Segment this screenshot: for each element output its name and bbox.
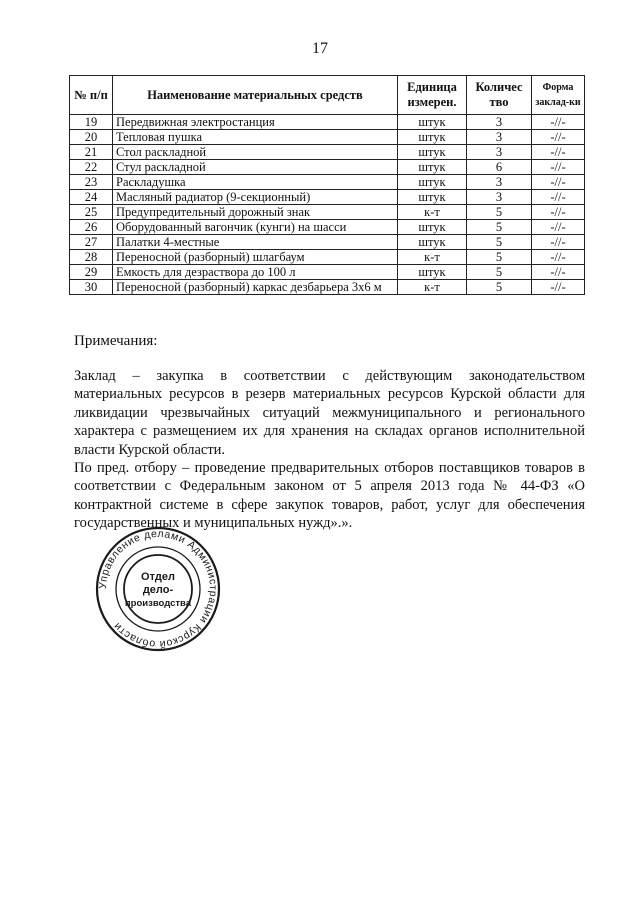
cell-number: 26 [70,220,113,235]
cell-number: 25 [70,205,113,220]
cell-name: Палатки 4-местные [113,235,398,250]
cell-quantity: 5 [467,220,532,235]
materials-table [69,75,585,295]
cell-quantity: 3 [467,145,532,160]
cell-form: -//- [532,175,585,190]
cell-number: 30 [70,280,113,295]
cell-quantity: 5 [467,205,532,220]
cell-quantity: 3 [467,130,532,145]
header-name: Наименование материальных средств [113,76,398,115]
cell-name: Переносной (разборный) каркас дезбарьера 3х6 м [113,280,398,295]
cell-unit: к-т [398,280,467,295]
cell-number: 20 [70,130,113,145]
stamp-center-line2: дело- [142,584,174,596]
note-paragraph-zaklad: Заклад – закупка в соответствии с действующим законодательством материальных ресурсов в резерв материальных ресурсов Курской области для ликвидации чрезвычайных ситуаций межмуниципального и регионального характера с размещением их для хранения на складах органов исполнительной власти Курской области. [74,368,585,458]
table-row [70,130,585,145]
table-row [70,250,585,265]
cell-quantity: 5 [467,280,532,295]
cell-unit: штук [398,220,467,235]
cell-name: Стол раскладной [113,145,398,160]
header-number: № п/п [70,76,113,115]
cell-name: Передвижная электростанция [113,115,398,130]
cell-quantity: 3 [467,190,532,205]
stamp-center-line1: Отдел [141,571,175,583]
cell-quantity: 3 [467,115,532,130]
header-unit: Единица измерен. [398,76,467,115]
note-paragraph-preselection: По пред. отбору – проведение предварительных отборов поставщиков товаров в соответствии с Федеральным законом от 5 апреля 2013 года № 44-ФЗ «О контрактной системе в сфере закупок товаров, работ, услуг для обеспечения государственных и муниципальных нужд».». [74,460,585,532]
cell-unit: штук [398,235,467,250]
cell-name: Предупредительный дорожный знак [113,205,398,220]
cell-unit: штук [398,175,467,190]
table-row [70,190,585,205]
cell-form: -//- [532,115,585,130]
office-stamp [94,525,222,653]
notes-body [74,367,585,533]
table-row [70,265,585,280]
cell-number: 29 [70,265,113,280]
stamp-center-line3: производства [124,598,192,609]
cell-name: Тепловая пушка [113,130,398,145]
table-row [70,145,585,160]
cell-number: 21 [70,145,113,160]
cell-name: Оборудованный вагончик (кунги) на шасси [113,220,398,235]
cell-quantity: 5 [467,235,532,250]
cell-quantity: 5 [467,250,532,265]
table-row [70,235,585,250]
table-row [70,220,585,235]
cell-form: -//- [532,205,585,220]
notes-title: Примечания: [74,333,158,349]
cell-unit: штук [398,265,467,280]
cell-number: 24 [70,190,113,205]
cell-quantity: 3 [467,175,532,190]
header-quantity: Количес тво [467,76,532,115]
page-number: 17 [312,40,328,57]
cell-form: -//- [532,130,585,145]
cell-quantity: 6 [467,160,532,175]
cell-form: -//- [532,250,585,265]
cell-unit: штук [398,145,467,160]
cell-number: 19 [70,115,113,130]
header-form: Форма заклад-ки [532,76,585,115]
cell-form: -//- [532,160,585,175]
table-row [70,175,585,190]
table-row [70,115,585,130]
cell-number: 28 [70,250,113,265]
cell-name: Переносной (разборный) шлагбаум [113,250,398,265]
cell-name: Стул раскладной [113,160,398,175]
cell-form: -//- [532,265,585,280]
stamp-ring-text: Управление делами Администрации Курской области [96,527,220,651]
cell-number: 23 [70,175,113,190]
cell-number: 27 [70,235,113,250]
table-row [70,160,585,175]
cell-quantity: 5 [467,265,532,280]
cell-form: -//- [532,190,585,205]
cell-unit: к-т [398,205,467,220]
cell-unit: штук [398,160,467,175]
cell-form: -//- [532,220,585,235]
table-row [70,205,585,220]
table-row [70,280,585,295]
cell-unit: штук [398,190,467,205]
cell-form: -//- [532,145,585,160]
cell-unit: штук [398,115,467,130]
cell-name: Масляный радиатор (9-секционный) [113,190,398,205]
cell-unit: штук [398,130,467,145]
table-header-row [70,76,585,115]
cell-form: -//- [532,280,585,295]
cell-number: 22 [70,160,113,175]
cell-name: Раскладушка [113,175,398,190]
cell-form: -//- [532,235,585,250]
cell-unit: к-т [398,250,467,265]
cell-name: Емкость для дезраствора до 100 л [113,265,398,280]
